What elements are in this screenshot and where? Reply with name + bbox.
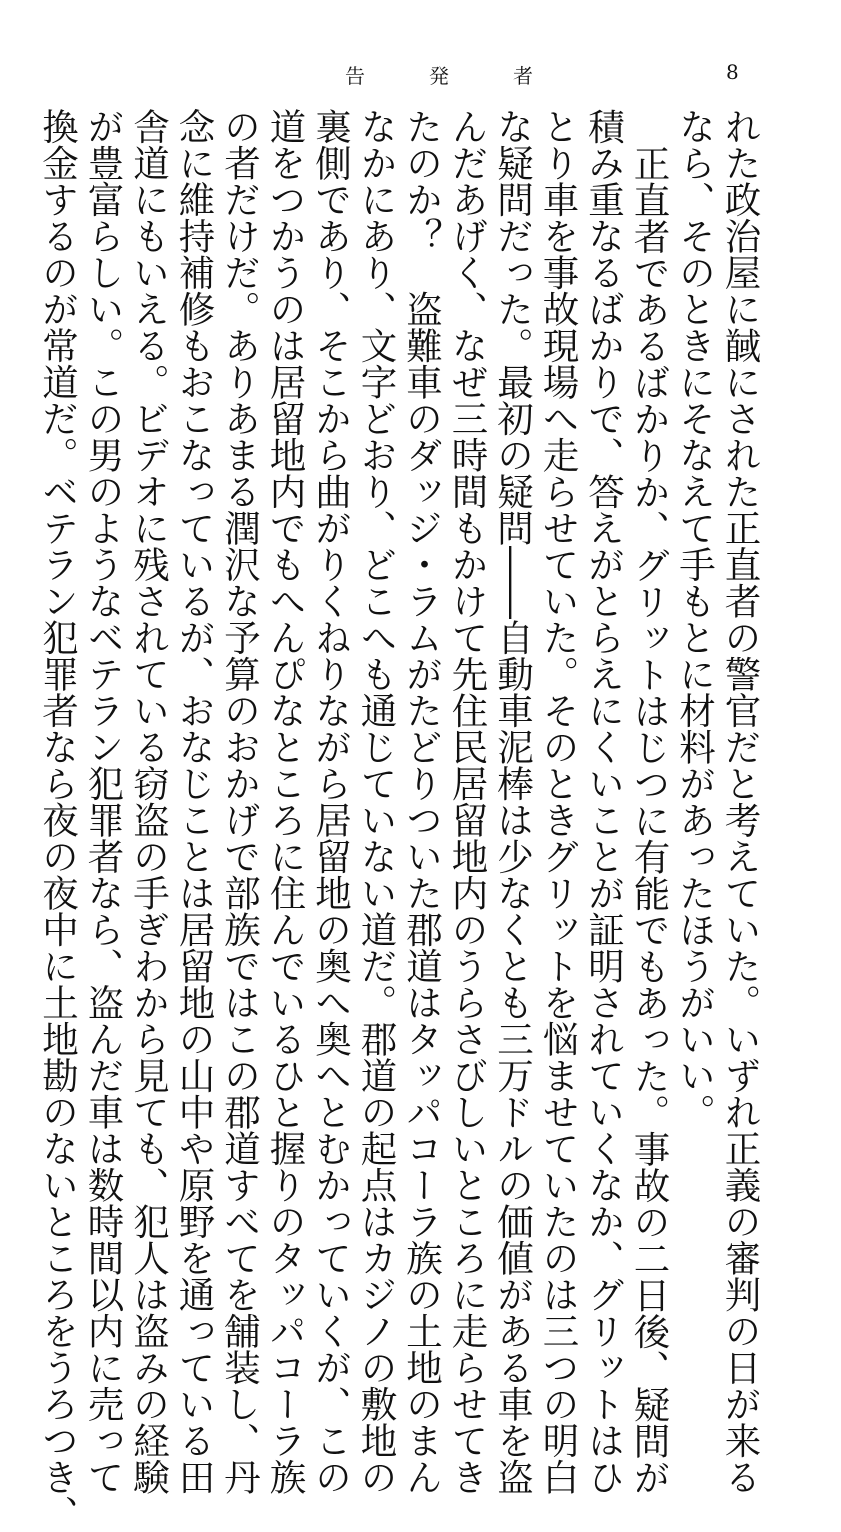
text-column: 念に維持補修もおこなっているが、おなじことは居留地の山中や原野を通っている田 [173,108,216,1495]
text-column: 舎道にもいえる。ビデオに残されている窃盗の手ぎわから見ても、犯人は盗みの経験 [127,108,171,1495]
text-column: な疑問だった。最初の疑問――自動車泥棒は少なくとも三万ドルの価値がある車を盗 [491,108,535,1495]
running-title: 告 発 者 [345,64,555,88]
page-number: 8 [726,60,739,84]
text-column: れた政治屋に馘にされた正直者の警官だと考えていた。いずれ正義の審判の日が来る [719,108,762,1495]
vertical-text-body [35,108,763,1532]
text-column: とり車を事故現場へ走らせていた。そのときグリットを悩ませていたのは三つの明白 [537,108,580,1495]
text-column: の者だけだ。ありあまる潤沢な予算のおかげで部族ではこの郡道すべてを舗装し、丹 [218,108,262,1495]
text-column: 裏側であり、そこから曲がりくねりながら居留地の奥へ奥へとむかっていくが、この [309,108,353,1495]
text-column: 道をつかうのは居留地内でもへんぴなところに住んでいるひと握りのタッパコーラ族 [264,108,307,1495]
text-column: なら、そのときにそなえて手もとに材料があったほうがいい。 [673,108,717,1130]
text-column: 積み重なるばかりで、答えがとらえにくいことが証明されていくなか、グリットはひ [582,108,626,1495]
text-column: なかにあり、文字どおり、どこへも通じていない道だ。郡道の起点はカジノの敷地の [355,108,398,1495]
text-column: 正直者であるばかりか、グリットはじつに有能でもあった。事故の二日後、疑問が [628,144,671,1495]
text-column: が豊富らしい。この男のようなベテラン犯罪者なら、盗んだ車は数時間以内に売って [82,108,125,1495]
text-column: んだあげく、なぜ三時間もかけて先住民居留地内のうらさびしいところに走らせてき [446,108,489,1495]
text-column: 換金するのが常道だ。ベテラン犯罪者なら夜の夜中に土地勘のないところをうろつき、 [36,108,80,1532]
text-column: たのか？ 盗難車のダッジ・ラムがたどりついた郡道はタッパコーラ族の土地のまん [400,108,444,1495]
